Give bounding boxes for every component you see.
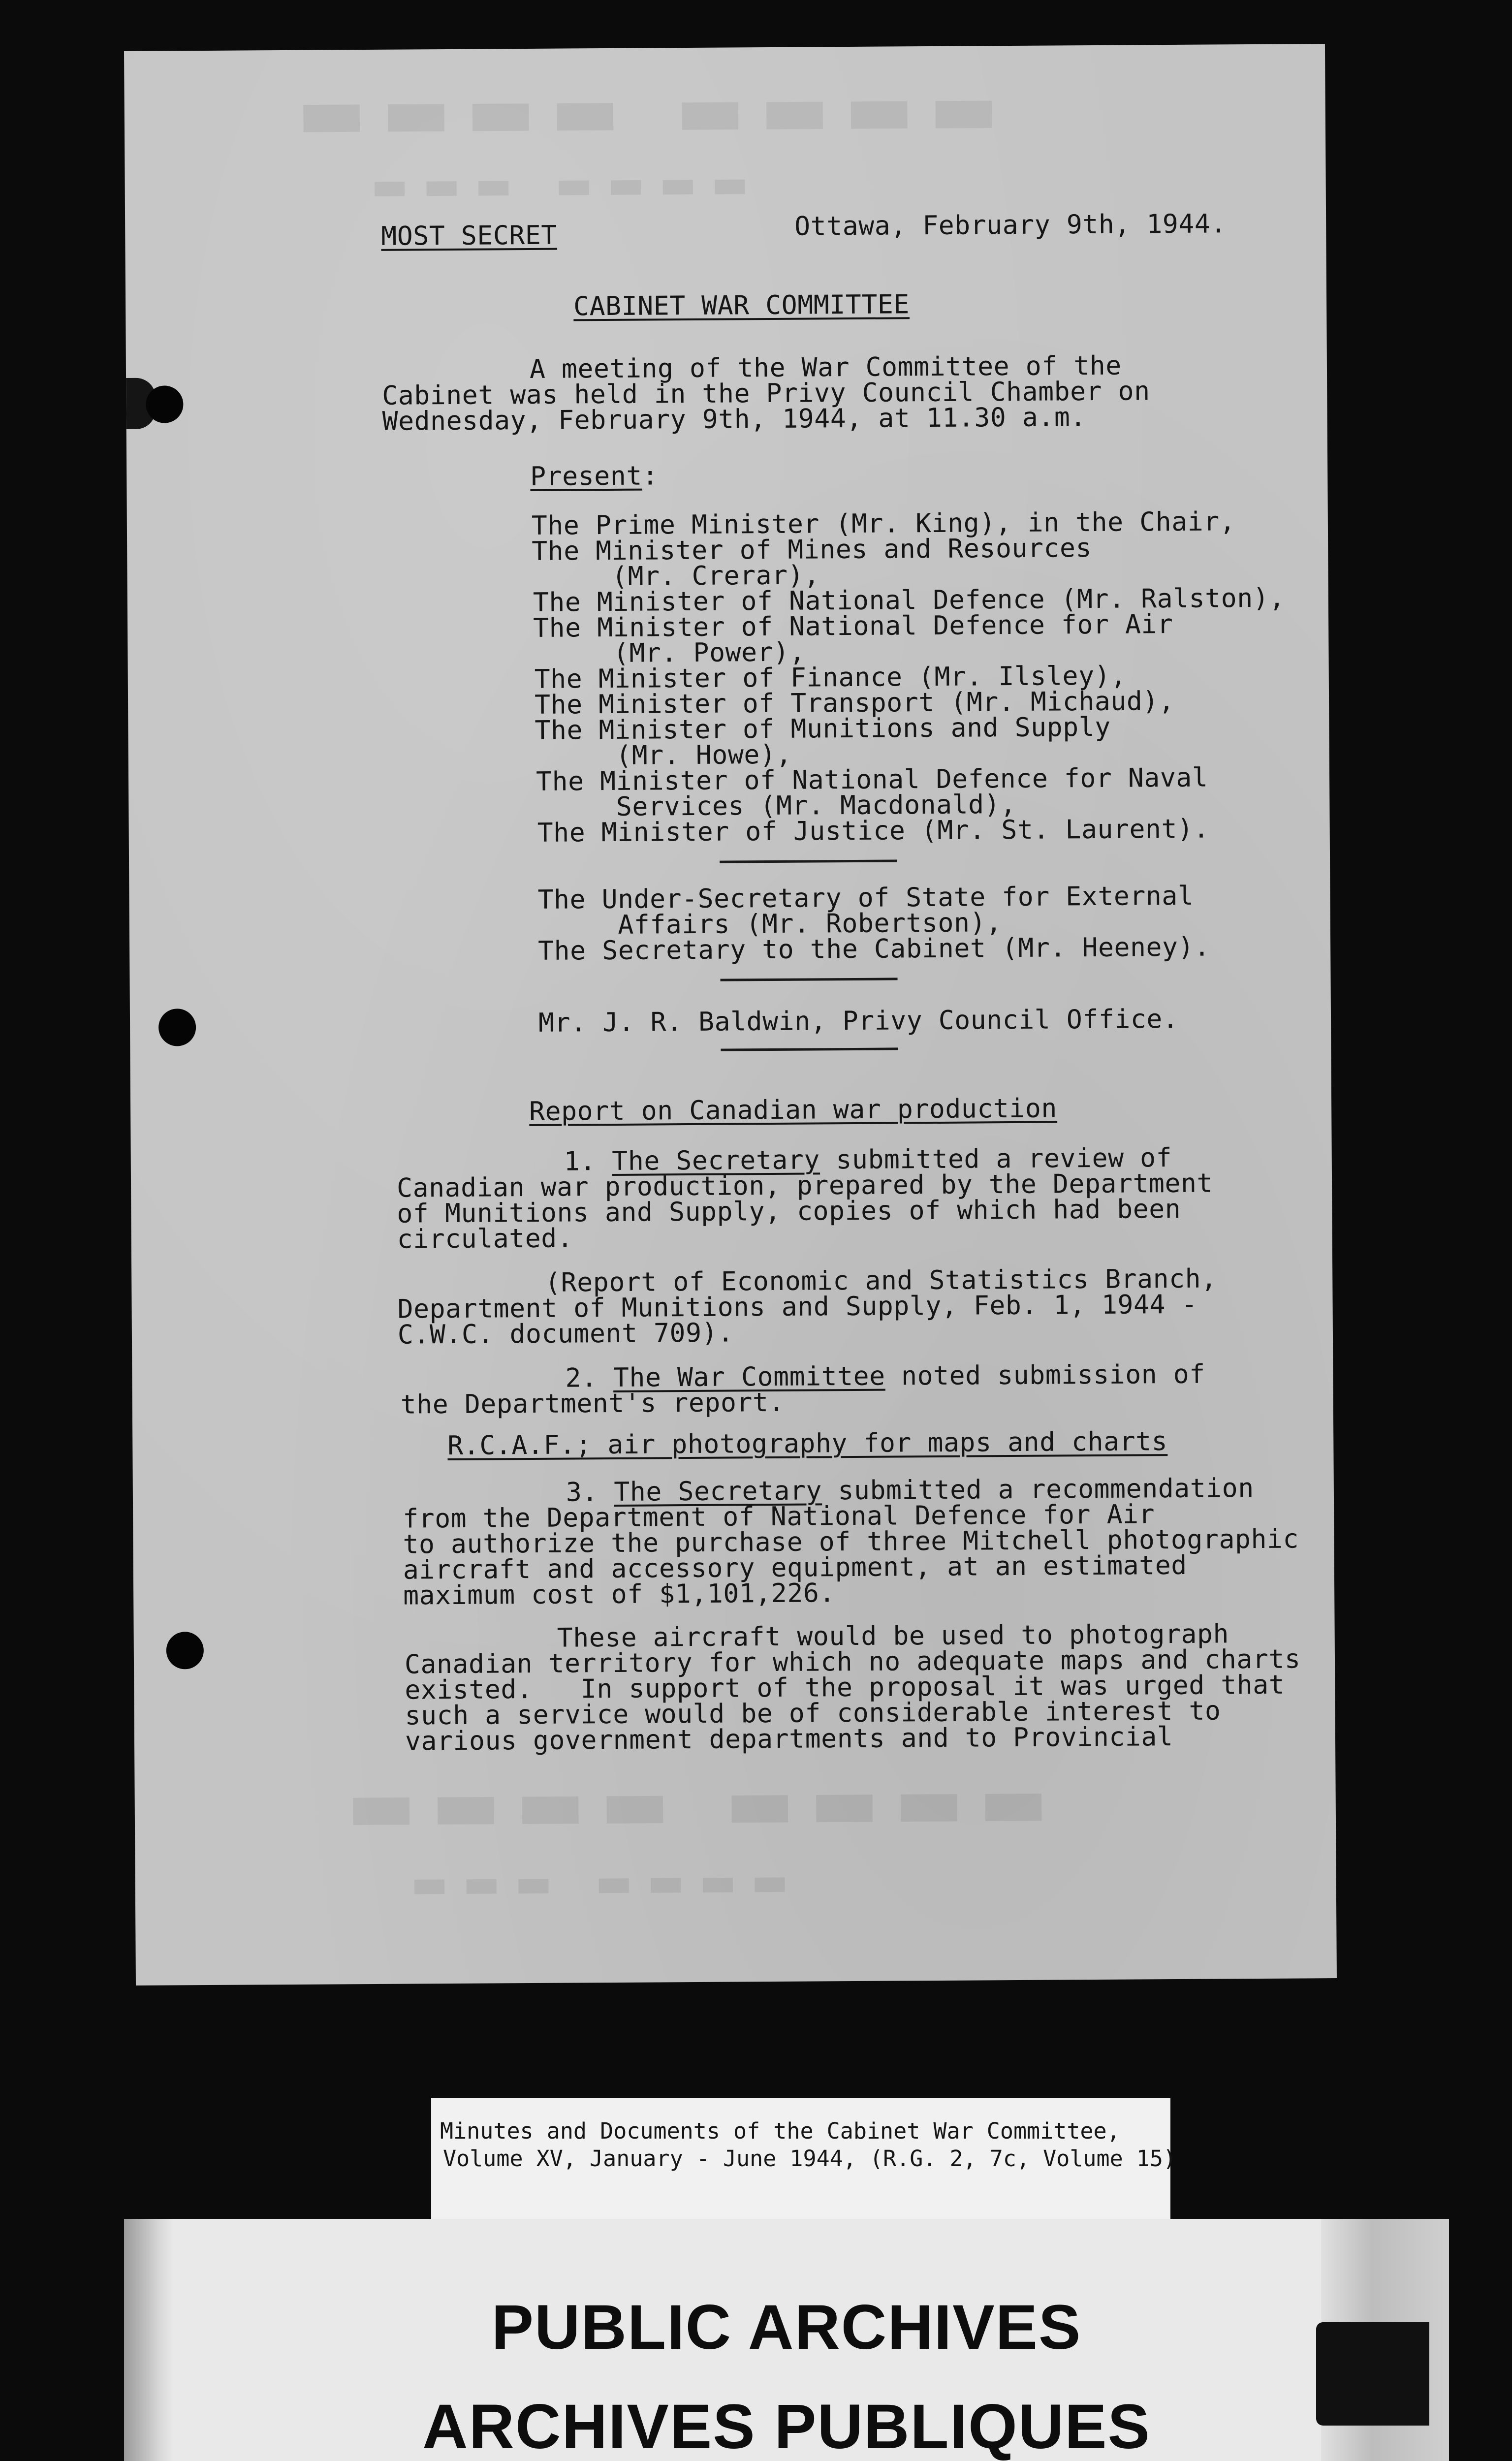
reference-line: C.W.C. document 709). [397,1318,734,1350]
attendee-line: (Mr. Howe), [536,739,792,771]
attendee-line: The Minister of Justice (Mr. St. Laurent). [537,814,1210,848]
paragraph-subject: The War Committee [613,1361,885,1393]
punch-hole [166,1632,204,1669]
bleed-through-stamp: ▬▬▬ ▬▬▬▬ [371,160,763,209]
section-heading: R.C.A.F.; air photography for maps and charts [447,1426,1168,1461]
caption-line: Minutes and Documents of the Cabinet War Committee, [440,2118,1120,2144]
paragraph-line: from the Department of National Defence for Air [403,1499,1155,1534]
separator-rule [721,1047,898,1051]
reference-line: (Report of Economic and Statistics Branch, [545,1263,1217,1298]
punch-hole [158,1009,196,1046]
separator-rule [721,978,898,981]
paragraph-line: various government departments and to Provincial [405,1722,1173,1757]
typed-document-page [124,44,1337,1986]
bleed-through-stamp: ▬▬▬▬ ▬▬▬▬ [346,1758,1064,1849]
paragraph-subject: The Secretary [614,1476,822,1507]
banner-line-french: ARCHIVES PUBLIQUES [422,2392,1151,2461]
official-line: The Under-Secretary of State for External [537,881,1194,915]
paragraph-number: 2. [565,1362,614,1393]
paragraph-text: submitted a review of [819,1143,1172,1175]
section-heading: Report on Canadian war production [529,1093,1058,1127]
attendee-line: (Mr. Crerar), [532,560,820,592]
reference-line: Department of Munitions and Supply, Feb. 1, 1944 - [397,1289,1198,1325]
present-heading [530,461,658,492]
paragraph-line: maximum cost of $1,101,226. [403,1578,836,1611]
attendee-line: The Prime Minister (Mr. King), in the Chair, [531,506,1236,541]
attendee-line: The Minister of Munitions and Supply [535,712,1111,746]
paragraph-line: circulated. [397,1223,573,1255]
punch-hole [146,385,183,423]
paragraph-line: such a service would be of considerable interest to [405,1696,1221,1731]
paragraph-text: noted submission of [885,1359,1206,1391]
caption-line: Volume XV, January - June 1944, (R.G. 2, 7c, Volume 15) [443,2145,1177,2172]
paragraph-line: the Department's report. [400,1387,785,1420]
public-archives-banner [124,2219,1449,2461]
paragraph-line: of Munitions and Supply, copies of which had been [397,1194,1181,1229]
paragraph-line: aircraft and accessory equipment, at an estimated [403,1550,1187,1585]
place-date: Ottawa, February 9th, 1944. [794,209,1227,242]
attendee-line: The Minister of National Defence for Air [533,609,1173,643]
classification-label: MOST SECRET [381,220,558,252]
present-label: Present [530,461,643,492]
archive-caption-label [431,2098,1177,2219]
paragraph-line: Canadian war production, prepared by the Department [396,1168,1213,1203]
attendee-line: The Minister of National Defence for Naval [536,762,1208,797]
separator-rule [720,859,897,863]
attendee-line: The Minister of National Defence (Mr. Ralston), [533,583,1285,618]
attendee-line: (Mr. Power), [533,637,806,669]
banner-line-english: PUBLIC ARCHIVES [491,2292,1082,2363]
bleed-through-stamp: ▬▬▬▬ ▬▬▬▬ [296,65,1014,156]
present-colon: : [642,461,659,491]
attendee-line: The Minister of Transport (Mr. Michaud), [534,686,1175,720]
attendee-line: Services (Mr. Macdonald), [536,789,1016,822]
paragraph-number: 1. [564,1146,612,1177]
also-present-line: Mr. J. R. Baldwin, Privy Council Office. [538,1004,1179,1038]
paragraph-line: to authorize the purchase of three Mitchell photographic [403,1524,1299,1560]
paragraph-subject: The Secretary [612,1145,820,1176]
intro-line: Wednesday, February 9th, 1944, at 11.30 a.m. [382,402,1087,437]
bleed-through-stamp: ▬▬▬ ▬▬▬▬ [410,1858,803,1907]
paragraph-number: 3. [566,1477,614,1508]
document-title: CABINET WAR COMMITTEE [573,289,910,322]
paragraph-line: Canadian territory for which no adequate maps and charts [404,1644,1301,1680]
official-line: Affairs (Mr. Robertson), [537,908,1002,941]
paragraph-line: existed. In support of the proposal it was urged that [405,1670,1285,1705]
paragraph-line: These aircraft would be used to photograph [557,1619,1229,1653]
attendee-line: The Minister of Finance (Mr. Ilsley), [534,661,1127,694]
paragraph-text: submitted a recommendation [821,1473,1254,1506]
intro-line: A meeting of the War Committee of the [529,350,1122,384]
attendee-line: The Minister of Mines and Resources [532,533,1092,567]
official-line: The Secretary to the Cabinet (Mr. Heeney). [537,932,1210,966]
intro-line: Cabinet was held in the Privy Council Chamber on [382,376,1150,411]
